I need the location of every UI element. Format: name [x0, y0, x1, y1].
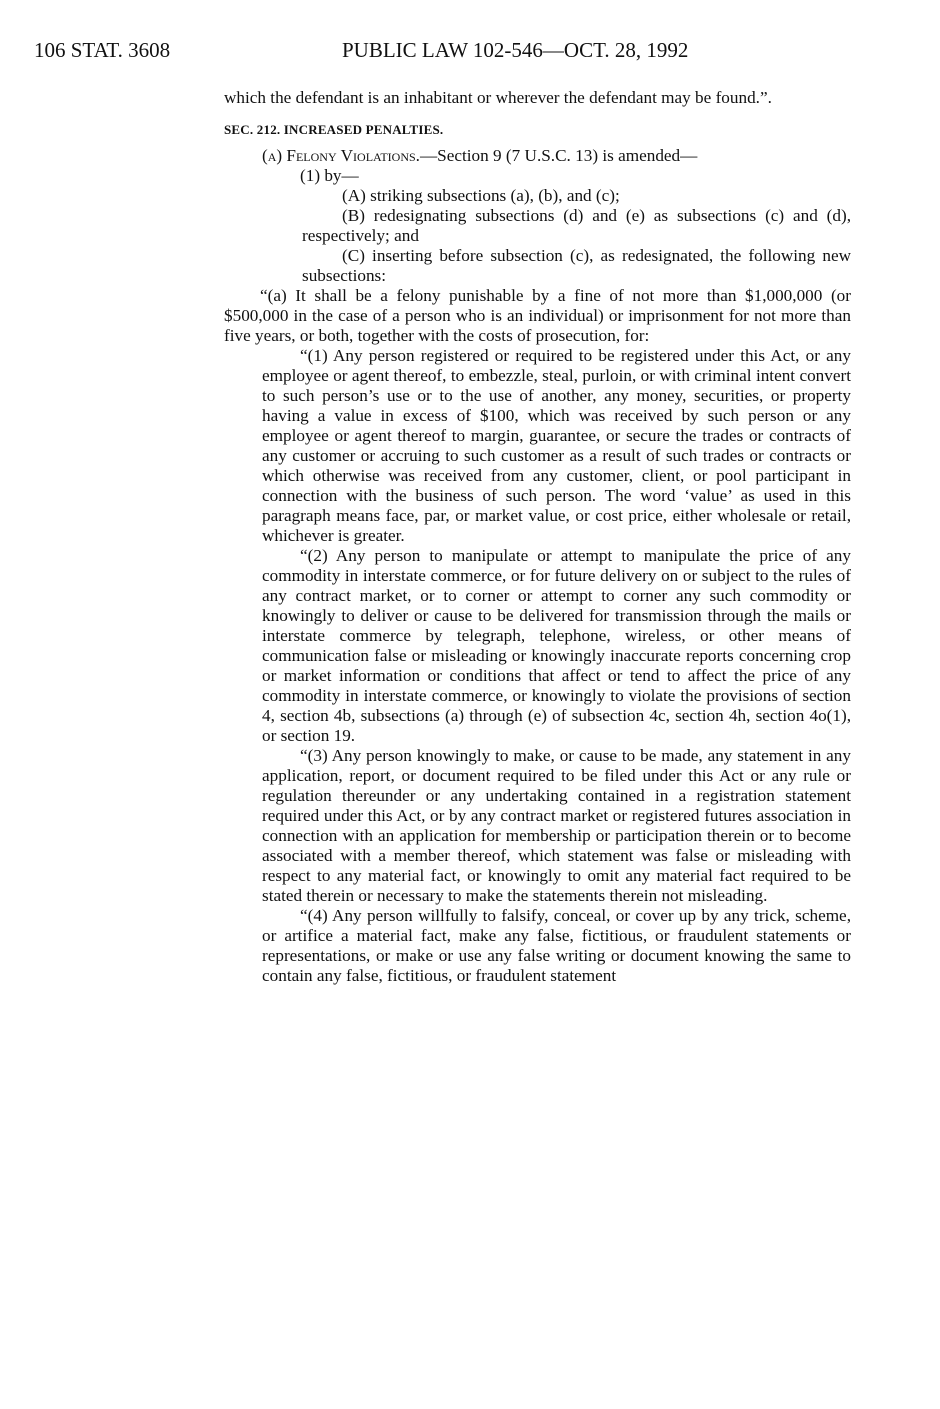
- quoted-subsection-a: “(a) It shall be a felony punishable by a fine of not more than $1,000,000 (or $500,000 in the case of a person who is an individual) or imprisonment for not more than five years, or both, together with the costs of prosecution, for:: [224, 286, 851, 345]
- stat-page-number: 106 STAT. 3608: [34, 38, 171, 62]
- clause-C: (C) inserting before subsection (c), as redesignated, the following new subsections:: [302, 246, 851, 285]
- paragraph-continuation: which the defendant is an inhabitant or wherever the defendant may be found.”.: [224, 88, 772, 107]
- section-heading: SEC. 212. INCREASED PENALTIES.: [224, 122, 444, 137]
- clause-B: (B) redesignating subsections (d) and (e) as subsections (c) and (d), respectively; and: [302, 206, 851, 245]
- subsection-a-heading: (a) Felony Violations.: [262, 146, 420, 165]
- quoted-paragraph-3: “(3) Any person knowingly to make, or cause to be made, any statement in any application, report, or document required to be filed under this Act or any rule or regulation thereunder or any undertaking contained in a registration statement required under this Act, or by any contract market or registered futures association in connection with an application for membership or participation therein or to become associated with a member thereof, which statement was false or misleading with respect to any material fact, or knowingly to omit any material fact required to be stated therein or necessary to make the statements therein not misleading.: [262, 746, 851, 905]
- statute-text: [224, 88, 851, 986]
- subsection-a: [224, 146, 851, 166]
- quoted-paragraph-1: “(1) Any person registered or required to be registered under this Act, or any employee or agent thereof, to embezzle, steal, purloin, or with criminal intent convert to such person’s use or to the use of another, any money, securities, or property having a value in excess of $100, which was received by such person or any employee or agent thereof to margin, guarantee, or secure the trades or contracts of any customer or accruing to such customer as a result of such trades or contracts or which otherwise was received from any customer, client, or pool participant in connection with the business of such person. The word ‘value’ as used in this paragraph means face, par, or market value, or cost price, either wholesale or retail, whichever is greater.: [262, 346, 851, 545]
- quoted-paragraph-4: “(4) Any person willfully to falsify, conceal, or cover up by any trick, scheme, or artifice a material fact, make any false, fictitious, or fraudulent statements or representations, or make or use any false writing or document knowing the same to contain any false, fictitious, or fraudulent statement: [262, 906, 851, 985]
- clause-A: (A) striking subsections (a), (b), and (c);: [342, 186, 620, 205]
- running-header: [34, 38, 848, 68]
- public-law-title: PUBLIC LAW 102-546—OCT. 28, 1992: [342, 38, 689, 62]
- quoted-paragraph-2: “(2) Any person to manipulate or attempt to manipulate the price of any commodity in interstate commerce, or for future delivery on or subject to the rules of any contract market, or to corner or attempt to corner any such commodity or knowingly to deliver or cause to be delivered for transmission through the mails or interstate commerce by telegraph, telephone, wireless, or other means of communication false or misleading or knowingly inaccurate reports concerning crop or market information or conditions that affect or tend to affect the price of any commodity in interstate commerce, or knowingly to violate the provisions of section 4, section 4b, subsections (a) through (e) of subsection 4c, section 4h, section 4o(1), or section 19.: [262, 546, 851, 745]
- subsection-a-text: —Section 9 (7 U.S.C. 13) is amended—: [419, 146, 698, 165]
- paragraph-1-by: (1) by—: [300, 166, 359, 185]
